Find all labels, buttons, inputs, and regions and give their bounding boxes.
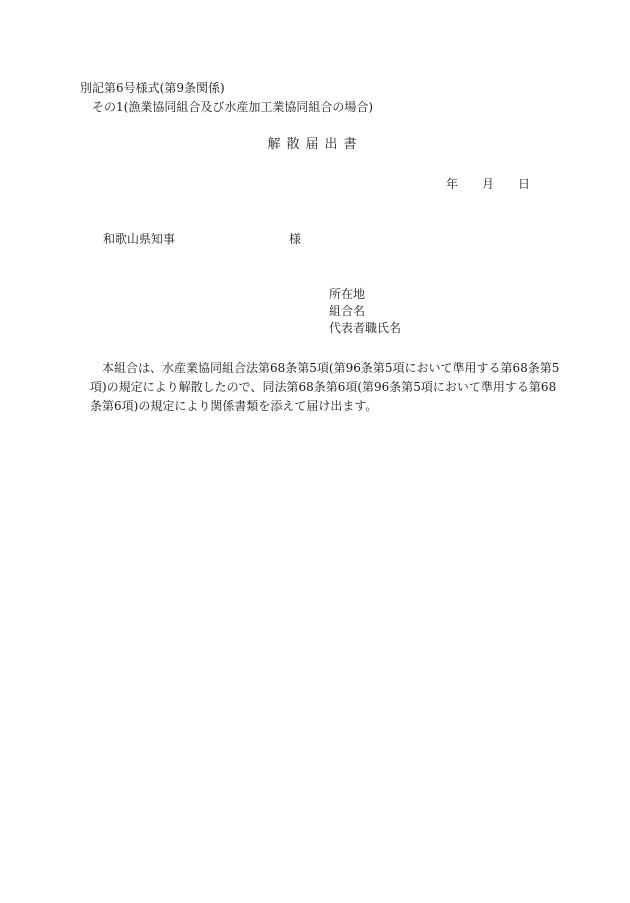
union-name-label: 組合名: [329, 304, 366, 318]
form-subtitle: その1(漁業協同組合及び水産加工業協同組合の場合): [92, 100, 374, 114]
date-year-label: 年: [446, 177, 459, 191]
addressee: 和歌山県知事: [103, 232, 176, 246]
honorific: 様: [289, 232, 302, 246]
representative-label: 代表者職氏名: [329, 321, 402, 335]
applicant-block: [329, 287, 401, 338]
document-title: 解散届出書: [267, 137, 363, 152]
address-label: 所在地: [329, 287, 366, 301]
body-paragraph: 本組合は、水産業協同組合法第68条第5項(第96条第5項において準用する第68条第5項)の規定により解散したので、同法第68条第6項(第96条第5項において準用する第68条第6項)の規定により関係書類を添えて届け出ます。: [90, 361, 560, 413]
form-number: 別記第6号様式(第9条関係): [80, 81, 225, 95]
date-day-label: 日: [518, 177, 531, 191]
date-line: [446, 177, 530, 191]
date-month-label: 月: [482, 177, 495, 191]
